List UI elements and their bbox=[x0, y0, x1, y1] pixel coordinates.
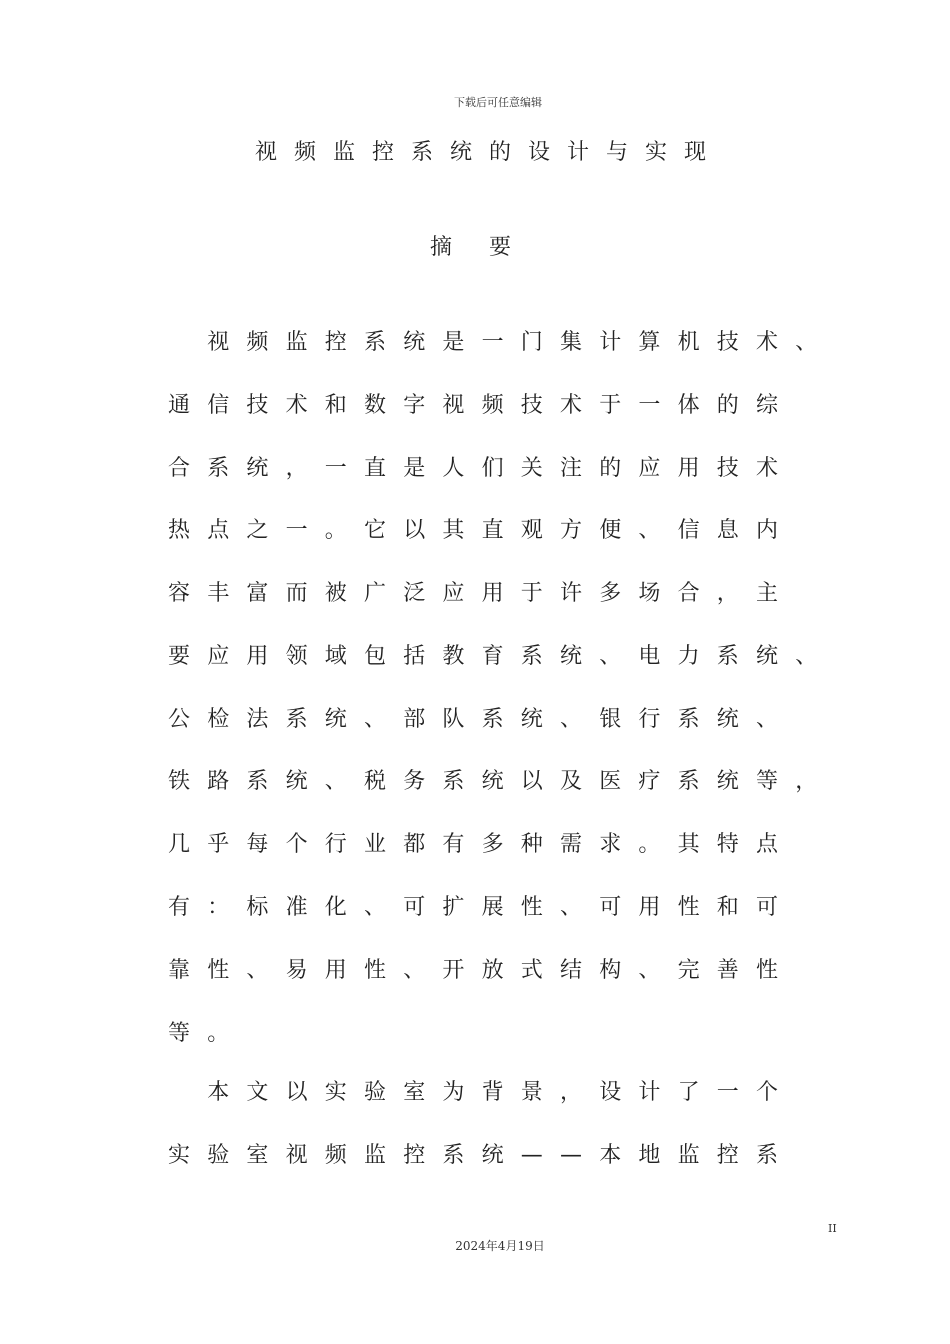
body-line-1: 视频监控系统是一门集计算机技术、 bbox=[168, 330, 835, 355]
body-line-3: 合系统，一直是人们关注的应用技术 bbox=[168, 456, 796, 481]
footer-date: 2024年4月19日 bbox=[455, 1239, 545, 1253]
body-line-8: 铁路系统、税务系统以及医疗系统等， bbox=[168, 769, 835, 794]
body-line-11: 靠性、易用性、开放式结构、完善性 bbox=[168, 958, 796, 983]
body-line-14: 实验室视频监控系统——本地监控系 bbox=[168, 1143, 796, 1168]
page-number: II bbox=[828, 1222, 837, 1235]
header-note: 下载后可任意编辑 bbox=[454, 96, 542, 109]
body-line-9: 几乎每个行业都有多种需求。其特点 bbox=[168, 832, 796, 857]
body-line-6: 要应用领域包括教育系统、电力系统、 bbox=[168, 644, 835, 669]
body-line-2: 通信技术和数字视频技术于一体的综 bbox=[168, 393, 796, 418]
body-line-13: 本文以实验室为背景，设计了一个 bbox=[168, 1080, 796, 1105]
document-title: 视频监控系统的设计与实现 bbox=[254, 140, 723, 165]
body-line-4: 热点之一。它以其直观方便、信息内 bbox=[168, 518, 796, 543]
abstract-heading: 摘要 bbox=[429, 235, 548, 260]
body-line-5: 容丰富而被广泛应用于许多场合，主 bbox=[168, 581, 796, 606]
body-line-7: 公检法系统、部队系统、银行系统、 bbox=[168, 707, 796, 732]
body-line-10: 有：标准化、可扩展性、可用性和可 bbox=[168, 895, 796, 920]
body-line-12: 等。 bbox=[168, 1021, 247, 1046]
